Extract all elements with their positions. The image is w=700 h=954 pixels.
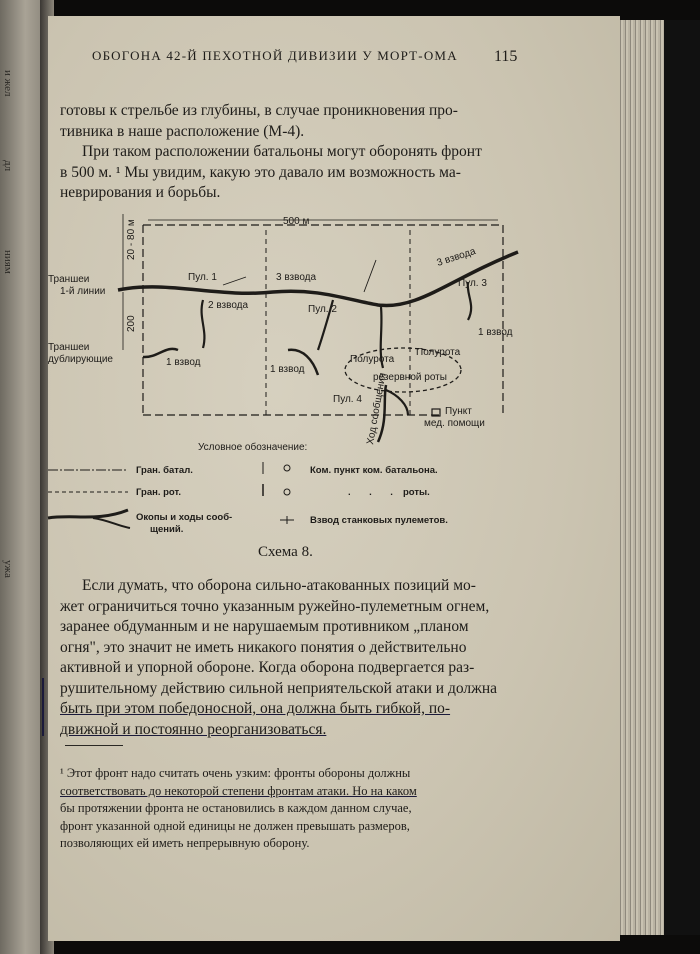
scheme-label: мед. помощи [424, 418, 485, 429]
scheme-label: Пул. 1 [188, 272, 217, 283]
footnote-line: ¹ Этот фронт надо считать очень узким: фронты обороны должны [60, 766, 411, 780]
text-line-underlined: движной и постоянно реорганизоваться. [60, 720, 327, 738]
footnote-line: соответствовать до некоторой степени фронтам атаки. Но на каком [60, 783, 417, 798]
scheme-label: Пул. 3 [458, 278, 487, 289]
scheme-label: Ход сообщения [365, 372, 389, 446]
scheme-label: Траншеи [48, 342, 90, 353]
scheme-label: Траншеи [48, 274, 90, 285]
left-page-fragment: и жел [2, 70, 14, 97]
footnote-line: фронт указанной одной единицы не должен превышать размеров, [60, 818, 410, 833]
legend-item: Ком. пункт ком. батальона. [310, 465, 438, 476]
footnote [60, 765, 550, 853]
legend-company-cp-symbol [284, 489, 290, 495]
legend-dots: . . . [348, 487, 393, 498]
scheme-label: Пул. 2 [308, 304, 337, 315]
text-line: При таком расположении батальоны могут оборонять фронт [82, 143, 482, 160]
legend-item: Гран. батал. [136, 465, 193, 476]
page-number: 115 [494, 48, 518, 65]
footnote-rule [65, 745, 123, 746]
header-title: ОБОГОНА 42-Й ПЕХОТНОЙ ДИВИЗИИ У МОРТ-ОМА [92, 48, 458, 63]
communication-trench [202, 300, 205, 348]
text-line: в 500 м. ¹ Мы увидим, какую это давало им возможность ма- [60, 163, 461, 181]
scheme-label: дублирующие [48, 354, 113, 365]
text-line: жет ограничиться точно указанным ружейно-пулеметным огнем, [60, 597, 490, 615]
pointer-arrow [223, 277, 246, 285]
legend-item: Окопы и ходы сооб- [136, 512, 233, 523]
text-line: готовы к стрельбе из глубины, в случае проникновения про- [60, 102, 458, 119]
scheme-label: 1 взвод [270, 364, 305, 375]
text-line: Если думать, что оборона сильно-атакованных позиций мо- [82, 577, 476, 594]
scheme-label: 1 взвод [166, 357, 201, 368]
page-edges [618, 20, 666, 935]
left-page-fragment: дл [2, 160, 14, 172]
rear-trench [143, 349, 178, 357]
legend-cp-symbol [284, 465, 290, 471]
left-page-fragment: ужа [2, 560, 14, 578]
paragraph-main [60, 576, 550, 740]
text-line: тивника в наше расположение (М-4). [60, 122, 305, 140]
legend-item: щений. [150, 524, 184, 535]
footnote-line: бы протяжении фронта не остановились в каждом данном случае, [60, 801, 412, 815]
scheme-label: резервной роты [373, 372, 447, 383]
scheme-label: 1-й линии [60, 286, 106, 297]
scheme-label: 2 взвода [208, 300, 249, 311]
text-line: рушительному действию сильной неприятельской атаки и должна [60, 679, 498, 697]
figure-caption: Схема 8. [258, 544, 313, 560]
scheme-label: 3 взвода [276, 272, 317, 283]
scheme-label: Пункт [445, 406, 472, 417]
scheme-width-label: 500 м [283, 216, 310, 227]
text-line: огня", это значит не иметь никакого понятия о действительно [60, 638, 467, 656]
legend-title: Условное обозначение: [198, 442, 308, 453]
legend-item: роты. [403, 487, 430, 498]
scheme-depth-label: 200 [126, 315, 137, 332]
background-shadow [664, 20, 700, 935]
legend-item: Гран. рот. [136, 487, 181, 498]
text-line: активной и упорной обороне. Когда оборона подвергается раз- [60, 659, 475, 676]
margin-mark [42, 678, 44, 736]
scheme-label: 3 взвода [435, 246, 478, 269]
scheme-label: 1 взвод [478, 327, 513, 338]
text-line-underlined: быть при этом победоносной, она должна быть гибкой, по- [60, 700, 451, 717]
defense-scheme-diagram [48, 200, 513, 450]
footnote-line: позволяющих ей иметь непрерывную оборону. [60, 836, 310, 850]
legend-trench-line [48, 510, 128, 518]
paragraph-intro [60, 101, 550, 204]
legend [48, 440, 508, 540]
scheme-label: Полурота [416, 347, 461, 358]
pointer-arrow [364, 260, 376, 292]
text-line: заранее обдуманным и не нарушаемым противником „планом [60, 618, 469, 635]
scheme-label: Пул. 4 [333, 394, 362, 405]
text-line: неврирования и борьбы. [60, 184, 221, 201]
left-page-fragment: ниям [2, 250, 14, 274]
legend-item: Взвод станковых пулеметов. [310, 515, 448, 526]
legend-trench-line [93, 518, 130, 528]
communication-trench [386, 390, 408, 415]
scheme-label: Полурота [350, 354, 395, 365]
scheme-depth-label: 20 - 80 м [126, 219, 137, 260]
